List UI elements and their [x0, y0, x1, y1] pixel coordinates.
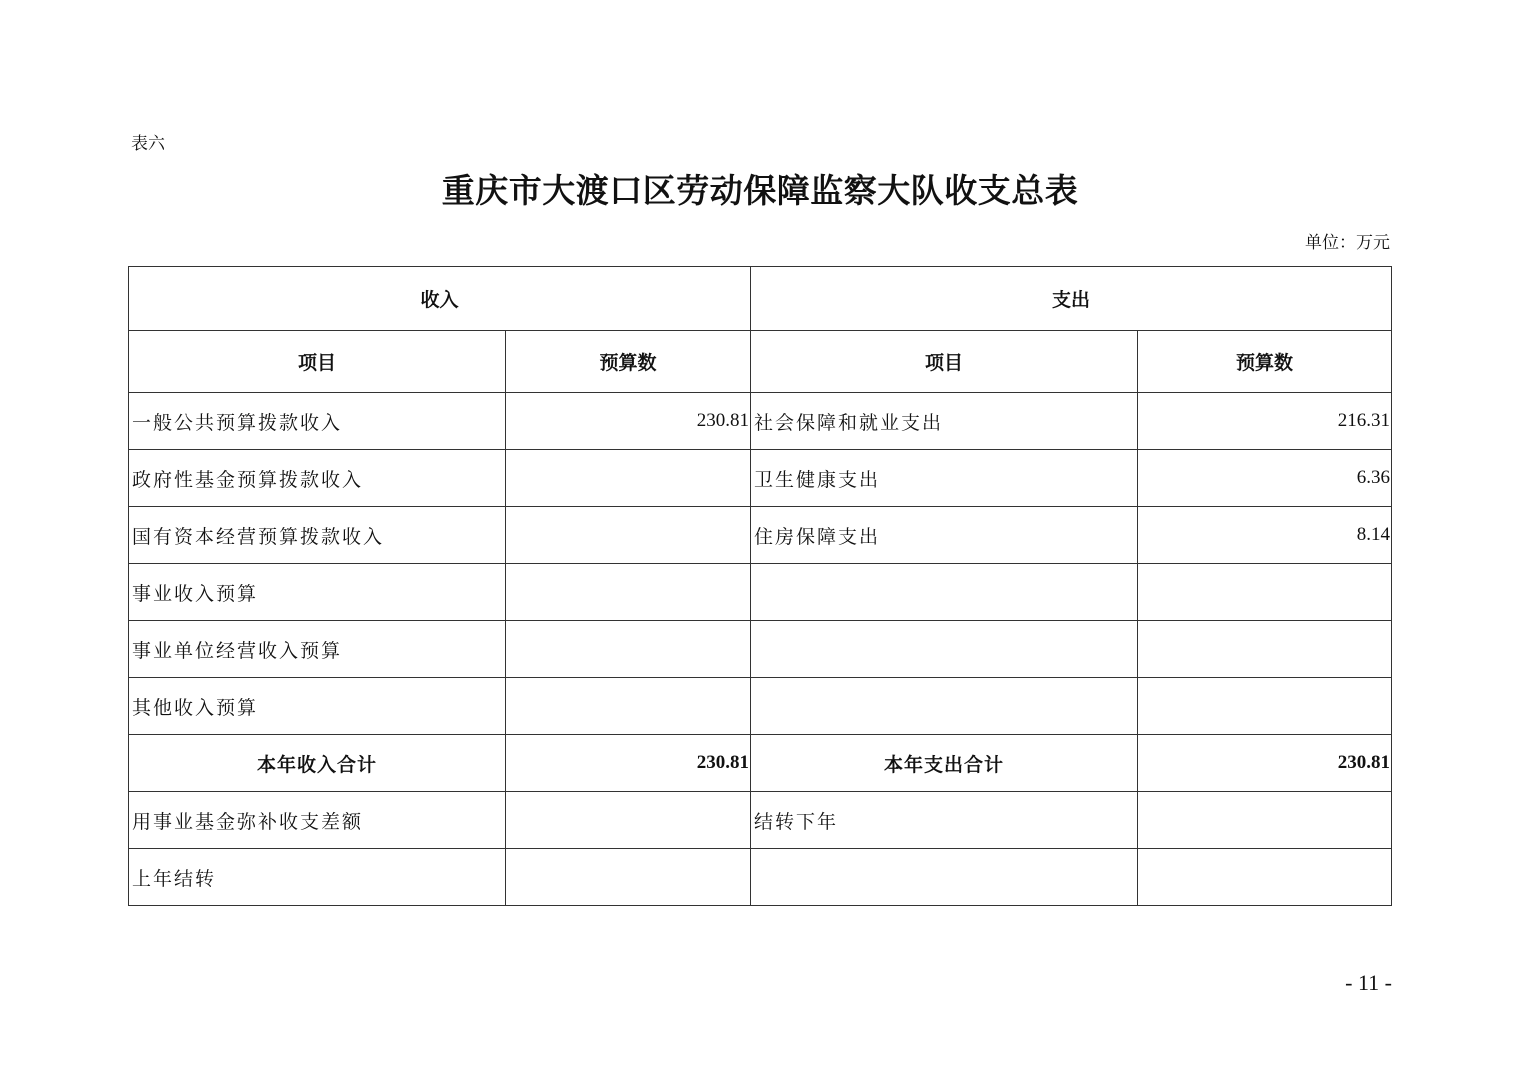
income-item: 用事业基金弥补收支差额 [129, 792, 506, 849]
income-value [506, 678, 751, 735]
expense-value [1138, 849, 1392, 906]
table-row [129, 792, 1392, 849]
income-section-header: 收入 [129, 267, 751, 331]
budget-summary-table [128, 266, 1392, 906]
income-budget-column-header: 预算数 [506, 331, 751, 393]
income-item: 政府性基金预算拨款收入 [129, 450, 506, 507]
income-item: 上年结转 [129, 849, 506, 906]
expense-section-header: 支出 [751, 267, 1392, 331]
table-row [129, 621, 1392, 678]
income-item: 事业单位经营收入预算 [129, 621, 506, 678]
income-item: 国有资本经营预算拨款收入 [129, 507, 506, 564]
income-item-column-header: 项目 [129, 331, 506, 393]
income-value [506, 564, 751, 621]
table-row [129, 393, 1392, 450]
totals-row [129, 735, 1392, 792]
expense-value [1138, 678, 1392, 735]
expense-item [751, 564, 1138, 621]
expense-item [751, 849, 1138, 906]
expense-value: 8.14 [1138, 507, 1392, 564]
expense-item: 结转下年 [751, 792, 1138, 849]
income-value [506, 849, 751, 906]
expense-item [751, 621, 1138, 678]
section-header-row [129, 267, 1392, 331]
expense-item: 住房保障支出 [751, 507, 1138, 564]
income-value [506, 450, 751, 507]
expense-value: 6.36 [1138, 450, 1392, 507]
table-row [129, 450, 1392, 507]
column-header-row [129, 331, 1392, 393]
expense-item: 社会保障和就业支出 [751, 393, 1138, 450]
table-row [129, 849, 1392, 906]
table-row [129, 564, 1392, 621]
table-row [129, 678, 1392, 735]
income-item: 其他收入预算 [129, 678, 506, 735]
unit-label: 单位：万元 [1305, 233, 1390, 253]
income-total-value: 230.81 [506, 735, 751, 792]
document-title: 重庆市大渡口区劳动保障监察大队收支总表 [441, 171, 1079, 210]
table-label: 表六 [131, 134, 165, 154]
page-number: - 11 - [1345, 970, 1392, 995]
income-value [506, 507, 751, 564]
expense-value [1138, 564, 1392, 621]
income-value: 230.81 [506, 393, 751, 450]
expense-total-label: 本年支出合计 [751, 735, 1138, 792]
expense-item [751, 678, 1138, 735]
expense-value [1138, 792, 1392, 849]
income-value [506, 621, 751, 678]
expense-total-value: 230.81 [1138, 735, 1392, 792]
table-row [129, 507, 1392, 564]
expense-value [1138, 621, 1392, 678]
income-value [506, 792, 751, 849]
expense-budget-column-header: 预算数 [1138, 331, 1392, 393]
income-item: 事业收入预算 [129, 564, 506, 621]
income-item: 一般公共预算拨款收入 [129, 393, 506, 450]
expense-item-column-header: 项目 [751, 331, 1138, 393]
expense-item: 卫生健康支出 [751, 450, 1138, 507]
expense-value: 216.31 [1138, 393, 1392, 450]
income-total-label: 本年收入合计 [129, 735, 506, 792]
